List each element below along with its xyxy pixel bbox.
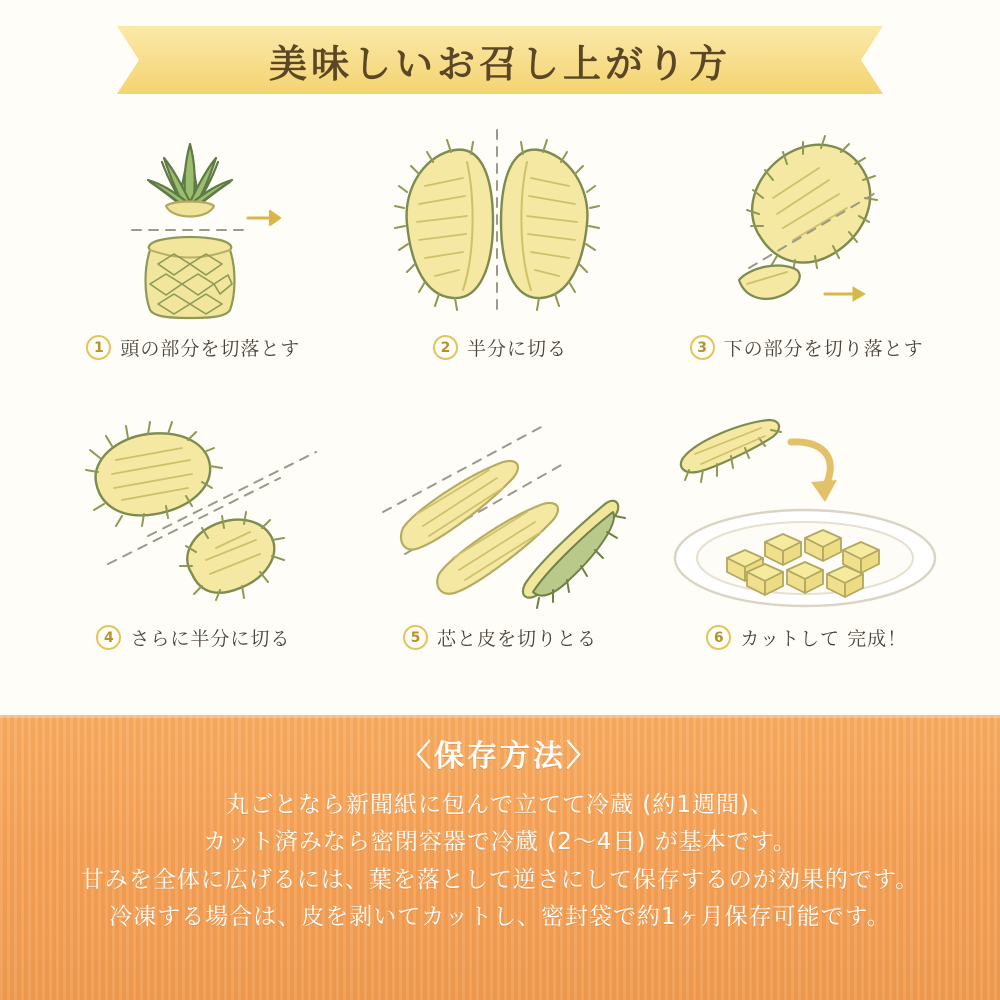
step-number: 6 <box>706 625 731 650</box>
storage-line-1: 丸ごとなら新聞紙に包んで立てて冷蔵 (約1週間)、 <box>226 792 774 818</box>
step-number: 4 <box>96 625 121 650</box>
step-number: 5 <box>403 625 428 650</box>
step-1-caption <box>86 334 300 361</box>
step-4 <box>40 408 347 698</box>
storage-line-4: 冷凍する場合は、皮を剥いてカットし、密封袋で約1ヶ月保存可能です。 <box>109 903 891 930</box>
step-5 <box>347 408 654 698</box>
step-2-caption <box>433 334 567 361</box>
step-label: 下の部分を切り落とす <box>723 338 924 360</box>
pineapple-bottom-cut-illustration <box>653 118 960 328</box>
pineapple-core-skin-removed-illustration <box>347 408 654 618</box>
step-label: 半分に切る <box>466 338 567 360</box>
pineapple-quartered-illustration <box>40 408 347 618</box>
step-6 <box>653 408 960 698</box>
step-number: 3 <box>690 335 715 360</box>
storage-panel <box>0 715 1000 1000</box>
step-label: 芯と皮を切りとる <box>436 628 597 650</box>
step-6-caption <box>706 624 907 651</box>
steps-grid <box>40 118 960 698</box>
step-3-caption <box>690 334 924 361</box>
step-label: さらに半分に切る <box>130 628 291 650</box>
step-label: カットして 完成！ <box>740 628 908 650</box>
pineapple-halved-illustration <box>347 118 654 328</box>
step-number: 2 <box>433 335 458 360</box>
step-4-caption <box>96 624 290 651</box>
step-5-caption <box>403 624 597 651</box>
pineapple-cubes-on-plate-illustration <box>653 408 960 618</box>
banner <box>0 26 1000 94</box>
step-3 <box>653 118 960 408</box>
pineapple-whole-top-cut-illustration <box>40 118 347 328</box>
page-title: 美味しいお召し上がり方 <box>268 41 731 86</box>
storage-line-3: 甘みを全体に広げるには、葉を落として逆さにして保存するのが効果的です。 <box>80 866 920 893</box>
step-number: 1 <box>86 335 111 360</box>
step-1 <box>40 118 347 408</box>
storage-line-2: カット済みなら密閉容器で冷蔵 (2〜4日) が基本です。 <box>203 829 797 856</box>
panel-divider <box>0 715 1000 718</box>
ribbon-shape <box>155 26 845 94</box>
step-2 <box>347 118 654 408</box>
step-label: 頭の部分を切落とす <box>120 338 301 360</box>
storage-title: 〈保存方法〉 <box>401 739 599 774</box>
